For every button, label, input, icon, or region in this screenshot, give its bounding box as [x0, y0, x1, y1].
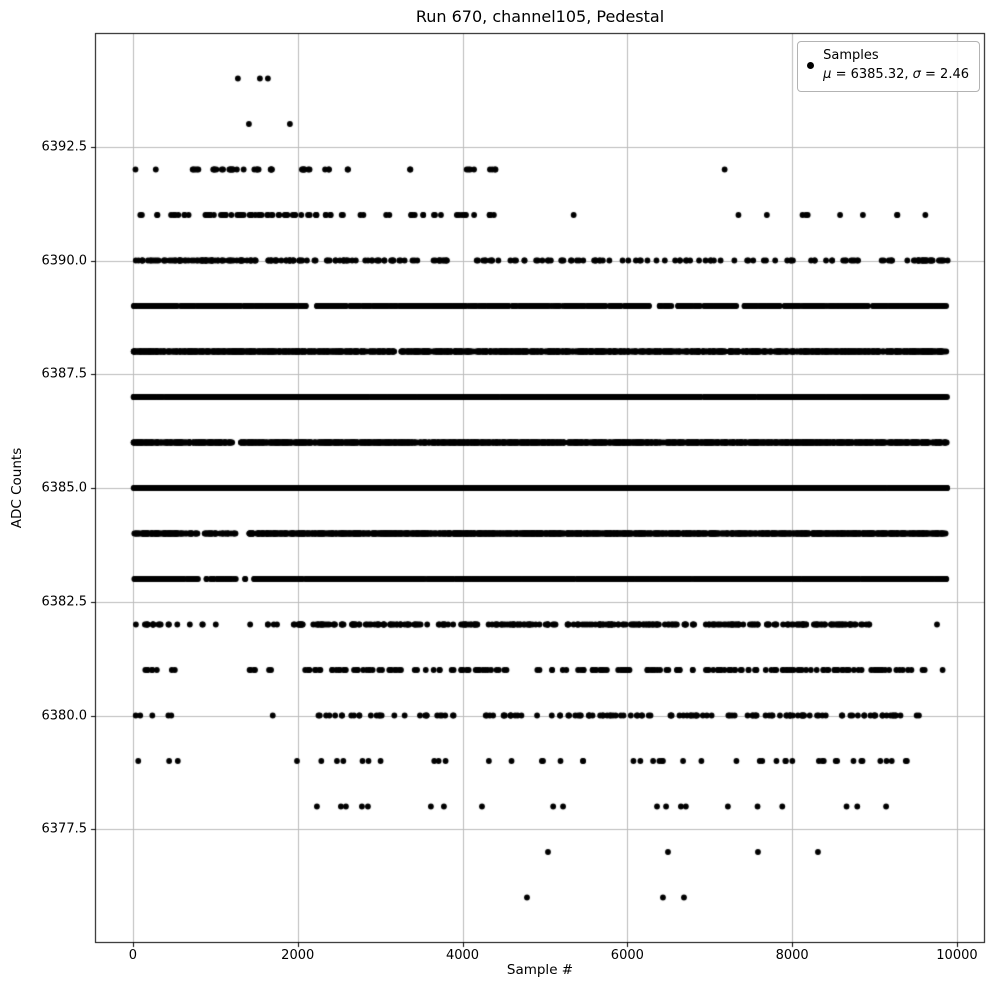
x-axis-label: Sample #: [506, 962, 574, 978]
x-tick-label: 8000: [775, 948, 809, 963]
y-tick-label: 6392.5: [41, 139, 87, 155]
x-tick-label: 6000: [610, 948, 644, 963]
legend-dot-icon: [807, 62, 814, 69]
sigma-symbol: σ: [912, 66, 921, 82]
legend-text: [823, 47, 969, 85]
x-tick-label: 0: [128, 948, 138, 963]
mu-value: = 6385.32,: [831, 66, 913, 82]
y-tick-label: 6385.0: [41, 480, 87, 496]
mu-symbol: μ: [823, 66, 832, 82]
x-tick-label: 4000: [445, 948, 480, 963]
legend-stats-line: [823, 66, 969, 85]
legend: [797, 41, 980, 92]
y-tick-label: 6377.5: [41, 821, 87, 837]
sigma-value: = 2.46: [920, 66, 969, 82]
legend-series-label: Samples: [823, 48, 879, 63]
y-tick-label: 6387.5: [41, 366, 87, 382]
y-tick-label: 6380.0: [41, 708, 87, 723]
x-tick-label: 10000: [936, 948, 978, 963]
y-tick-label: 6382.5: [41, 594, 87, 610]
y-tick-label: 6390.0: [41, 253, 87, 268]
chart-title: Run 670, channel105, Pedestal: [415, 7, 665, 26]
x-tick-label: 2000: [281, 948, 315, 963]
y-axis-label: ADC Counts: [9, 447, 25, 529]
